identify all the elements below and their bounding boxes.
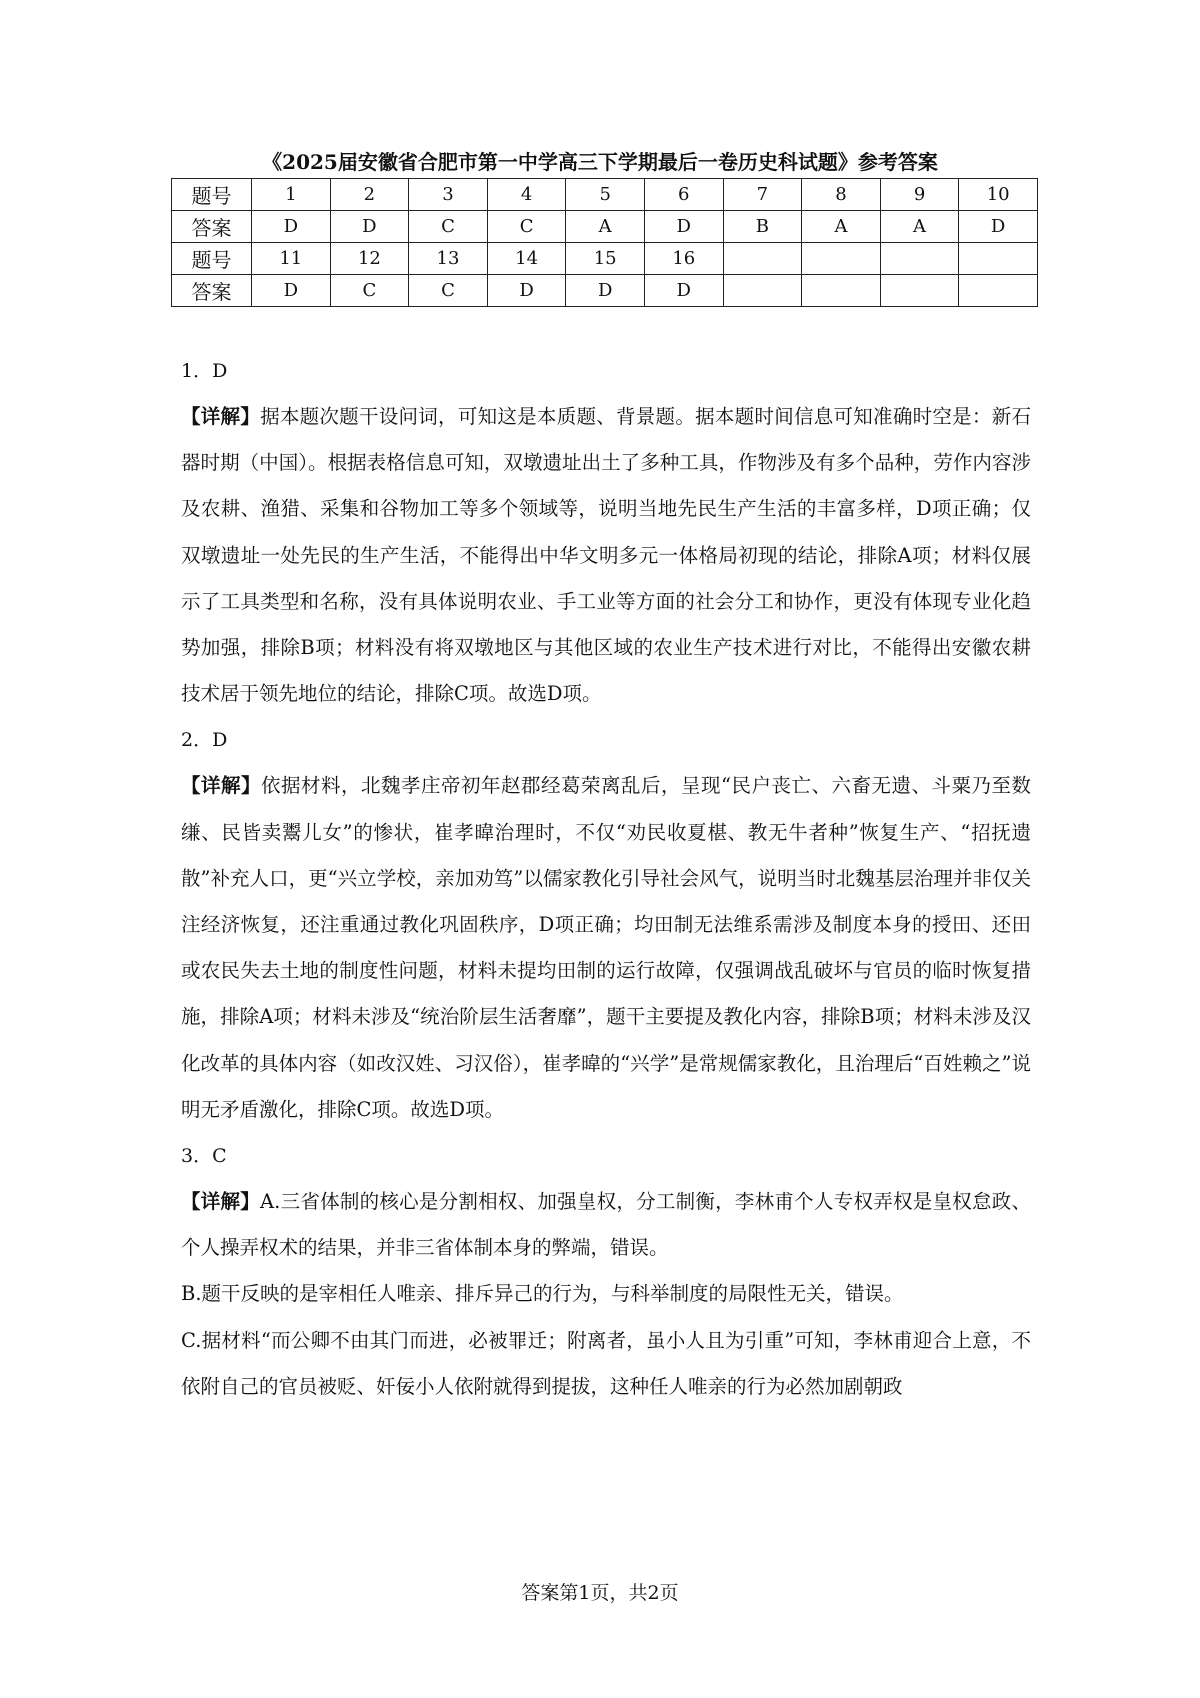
answer-table-cell: D bbox=[252, 211, 331, 243]
answer-table bbox=[171, 178, 1038, 307]
answer-table-cell: D bbox=[330, 211, 409, 243]
question-number: 3．C bbox=[181, 1145, 227, 1168]
answer-table-cell bbox=[802, 275, 881, 307]
explanation-tag: 【详解】 bbox=[181, 774, 262, 798]
explanation-text: 依据材料，北魏孝庄帝初年赵郡经葛荣离乱后，呈现“民户丧亡、六畜无遗、斗粟乃至数缣、民皆卖鬻儿女”的惨状，崔孝暐治理时，不仅“劝民收夏椹、教无牛者种”恢复生产、“招抚遗散”补充人口，更“兴立学校，亲加劝笃”以儒家教化引导社会风气，说明当时北魏基层治理并非仅关注经济恢复，还注重通过教化巩固秩序，D项正确；均田制无法维系需涉及制度本身的授田、还田或农民失去土地的制度性问题，材料未提均田制的运行故障，仅强调战乱破坏与官员的临时恢复措施，排除A项；材料未涉及“统治阶层生活奢靡”，题干主要提及教化内容，排除B项；材料未涉及汉化改革的具体内容（如改汉姓、习汉俗），崔孝暐的“兴学”是常规儒家教化，且治理后“百姓赖之”说明无矛盾激化，排除C项。故选D项。 bbox=[181, 774, 1031, 1121]
explanation-tag: 【详解】 bbox=[181, 405, 261, 428]
row-label: 答案 bbox=[172, 275, 252, 307]
explanation-text: 据本题次题干设问词，可知这是本质题、背景题。据本题时间信息可知准确时空是：新石器时期（中国）。根据表格信息可知，双墩遗址出土了多种工具，作物涉及有多个品种，劳作内容涉及农耕、渔猎、采集和谷物加工等多个领域等，说明当地先民生产生活的丰富多样，D项正确；仅双墩遗址一处先民的生产生活，不能得出中华文明多元一体格局初现的结论，排除A项；材料仅展示了工具类型和名称，没有具体说明农业、手工业等方面的社会分工和协作，更没有体现专业化趋势加强，排除B项；材料没有将双墩地区与其他区域的农业生产技术进行对比，不能得出安徽农耕技术居于领先地位的结论，排除C项。故选D项。 bbox=[181, 405, 1031, 706]
answer-table-row bbox=[172, 275, 1038, 307]
answer-table-cell: 4 bbox=[487, 179, 566, 211]
answer-table-cell bbox=[723, 243, 802, 275]
explanation-tag: 【详解】 bbox=[181, 1190, 261, 1214]
explanation-paragraph bbox=[181, 1271, 1031, 1317]
answer-table-cell: 15 bbox=[566, 243, 645, 275]
answer-table-cell bbox=[959, 243, 1038, 275]
answer-table-cell: C bbox=[330, 275, 409, 307]
answer-table-row bbox=[172, 211, 1038, 243]
answer-table-cell: 6 bbox=[644, 179, 723, 211]
answer-table-cell bbox=[959, 275, 1038, 307]
answer-table-cell: 13 bbox=[409, 243, 488, 275]
answer-table-cell bbox=[880, 243, 959, 275]
answer-table-cell: D bbox=[959, 211, 1038, 243]
document-title: 《2025届安徽省合肥市第一中学高三下学期最后一卷历史科试题》参考答案 bbox=[262, 150, 938, 174]
answer-table-cell: 16 bbox=[644, 243, 723, 275]
answer-table-row bbox=[172, 179, 1038, 211]
row-label: 题号 bbox=[172, 243, 252, 275]
answer-table-cell: A bbox=[566, 211, 645, 243]
answer-table-cell: 12 bbox=[330, 243, 409, 275]
explanation-paragraph bbox=[181, 1179, 1031, 1271]
answer-table-cell: 8 bbox=[802, 179, 881, 211]
question-number: 2．D bbox=[181, 729, 228, 752]
answer-table-cell bbox=[723, 275, 802, 307]
answer-table-cell: 10 bbox=[959, 179, 1038, 211]
answer-table-cell bbox=[802, 243, 881, 275]
answer-table-cell: A bbox=[802, 211, 881, 243]
answer-table-cell bbox=[880, 275, 959, 307]
explanations bbox=[181, 348, 1031, 1410]
question-number: 1．D bbox=[181, 360, 228, 382]
answer-table-cell: B bbox=[723, 211, 802, 243]
answer-table-cell: 5 bbox=[566, 179, 645, 211]
page-footer: 答案第1页，共2页 bbox=[521, 1582, 679, 1604]
answer-table-cell: D bbox=[252, 275, 331, 307]
answer-table-cell: D bbox=[487, 275, 566, 307]
answer-table-cell: D bbox=[644, 211, 723, 243]
answer-table-cell: C bbox=[409, 275, 488, 307]
answer-table-cell: 9 bbox=[880, 179, 959, 211]
explanation-text: A.三省体制的核心是分割相权、加强皇权，分工制衡，李林甫个人专权弄权是皇权怠政、个人操弄权术的结果，并非三省体制本身的弊端，错误。 bbox=[181, 1190, 1031, 1260]
explanation-text: C.据材料“而公卿不由其门而进，必被罪迁；附离者，虽小人且为引重”可知，李林甫迎合上意，不依附自己的官员被贬、奸佞小人依附就得到提拔，这种任人唯亲的行为必然加剧朝政 bbox=[181, 1328, 1031, 1398]
explanation-text: B.题干反映的是宰相任人唯亲、排斥异己的行为，与科举制度的局限性无关，错误。 bbox=[181, 1282, 904, 1306]
answer-table-cell: C bbox=[487, 211, 566, 243]
answer-table-cell: D bbox=[644, 275, 723, 307]
explanation-paragraph bbox=[181, 1318, 1031, 1410]
explanation-paragraph bbox=[181, 763, 1031, 1133]
row-label: 答案 bbox=[172, 211, 252, 243]
answer-table-cell: D bbox=[566, 275, 645, 307]
answer-table-cell: 1 bbox=[252, 179, 331, 211]
answer-table-cell: 3 bbox=[409, 179, 488, 211]
row-label: 题号 bbox=[172, 179, 252, 211]
answer-table-cell: C bbox=[409, 211, 488, 243]
explanation-paragraph bbox=[181, 394, 1031, 717]
answer-table-cell: 14 bbox=[487, 243, 566, 275]
answer-table-cell: A bbox=[880, 211, 959, 243]
answer-table-row bbox=[172, 243, 1038, 275]
answer-table-cell: 2 bbox=[330, 179, 409, 211]
answer-table-cell: 7 bbox=[723, 179, 802, 211]
answer-table-cell: 11 bbox=[252, 243, 331, 275]
